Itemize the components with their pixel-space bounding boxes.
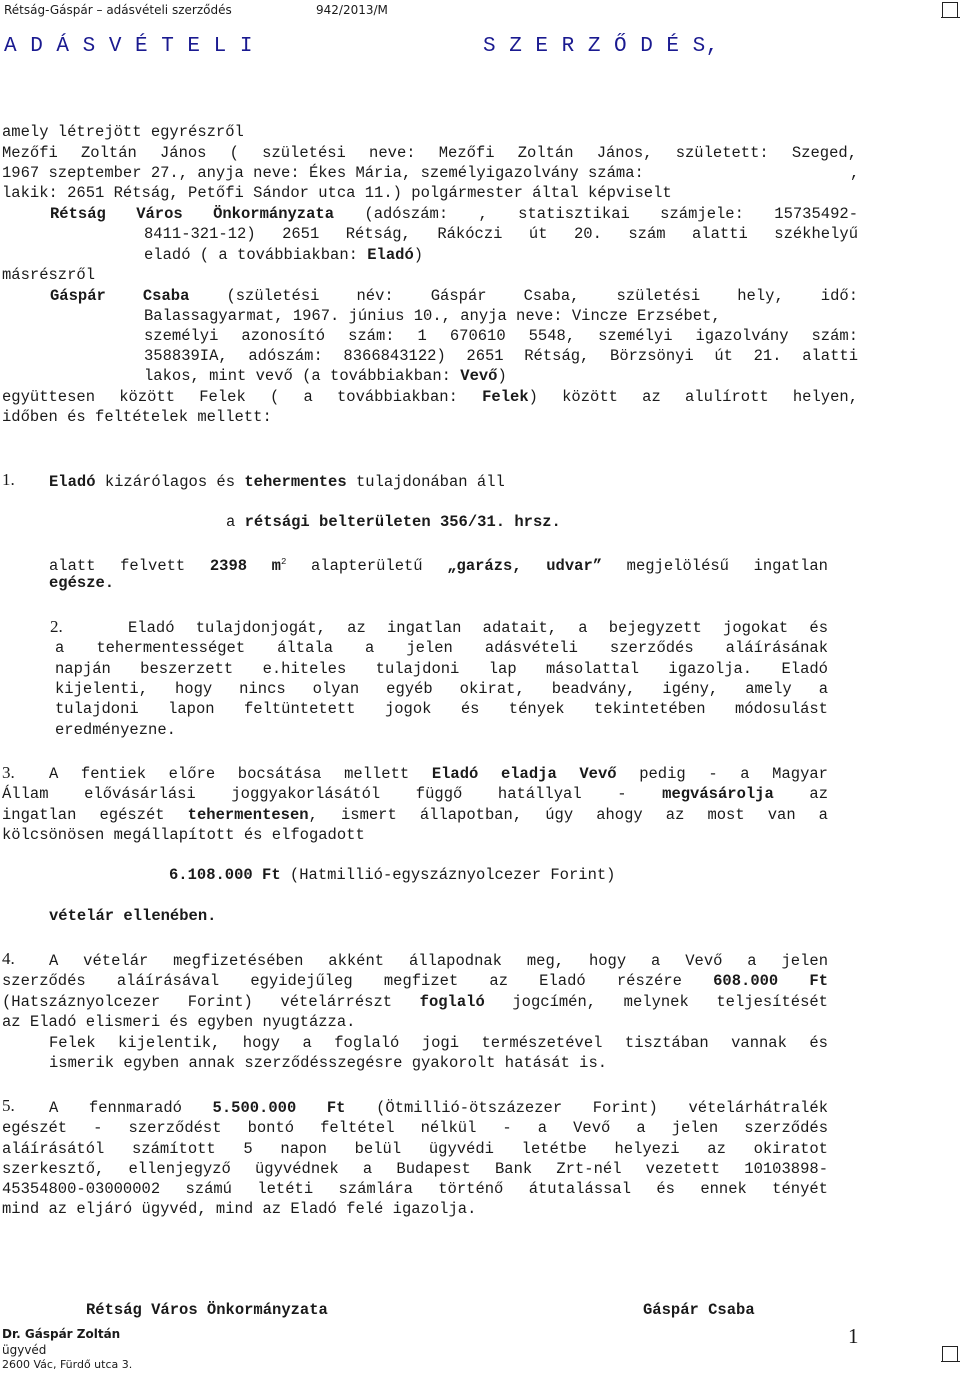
parties-line-2: Mezőfi Zoltán János ( születési neve: Mezőfi Zoltán János, született: Szeged, — [2, 144, 857, 162]
section-3-line-4: kölcsönösen megállapított és elfogadott — [2, 826, 365, 844]
section-2-line-4: kijelenti, hogy nincs olyan egyéb okirat, beadvány, igény, amely a — [55, 680, 828, 698]
section-1-number: 1. — [2, 470, 15, 489]
party-name-buyer: Gáspár Csaba — [50, 287, 190, 305]
header-left: Rétság-Gáspár – adásvételi szerződés — [4, 3, 232, 17]
title-right: S Z E R Z Ő D É S, — [483, 35, 719, 58]
section-5-line-5: 45354800-03000002 számú letéti számlára történő átutalással és ennek tényét — [2, 1180, 828, 1198]
footer-address: 2600 Vác, Fürdő utca 3. — [2, 1358, 133, 1371]
parties-line-5: Rétság Város Önkormányzata (adószám: , statisztikai számjele: 15735492- — [50, 205, 858, 223]
section-3-number: 3. — [2, 763, 15, 782]
parties-line-11: személyi azonosító szám: 1 670610 5548, személyi igazolvány szám: — [144, 327, 858, 345]
parties-line-1: amely létrejött egyrészről — [2, 123, 244, 141]
section-3-price: 6.108.000 Ft (Hatmillió-egyszáznyolcezer Forint) — [169, 866, 616, 884]
section-3-line-3: ingatlan egészét tehermentesen, ismert állapotban, úgy ahogy az most van a — [2, 806, 828, 824]
corner-box-icon — [942, 1346, 958, 1362]
party-name-seller: Rétság Város Önkormányzata — [50, 205, 335, 223]
page-number: 1 — [848, 1324, 859, 1348]
parties-line-15: időben és feltételek mellett: — [2, 408, 272, 426]
parties-line-12: 358839IA, adószám: 8366843122) 2651 Rétság, Börzsönyi út 21. alatti — [144, 347, 858, 365]
section-2-line-5: tulajdoni lapon feltüntetett jogok és tények tekintetében módosulást — [55, 700, 828, 718]
signature-buyer: Gáspár Csaba — [643, 1301, 755, 1319]
section-4-line-2: szerződés aláírásával egyidejűleg megfizet az Eladó részére 608.000 Ft — [2, 972, 829, 990]
section-2-line-2: a tehermentességet általa a jelen adásvételi szerződés aláírásának — [55, 639, 828, 657]
section-4-number: 4. — [2, 949, 15, 968]
section-1-line-1: Eladó kizárólagos és tehermentes tulajdonában áll — [49, 473, 505, 491]
parties-line-3: 1967 szeptember 27., anyja neve: Ékes Mária, személyigazolvány száma: , — [2, 164, 860, 182]
footer-lawyer-role: ügyvéd — [2, 1343, 47, 1357]
section-5-line-4: szerkesztő, ellenjegyző ügyvédnek a Budapest Bank Zrt-nél vezetett 10103898- — [2, 1160, 828, 1178]
section-4-line-6: ismerik egyben annak szerződésszegésre gyakorolt hatását is. — [49, 1054, 608, 1072]
section-4-line-4: az Eladó elismeri és egyben nyugtázza. — [2, 1013, 356, 1031]
parties-line-8: másrészről — [2, 266, 96, 284]
signature-seller: Rétság Város Önkormányzata — [86, 1301, 328, 1319]
footer-lawyer-name: Dr. Gáspár Zoltán — [2, 1327, 121, 1341]
header-doc-number: 942/2013/M — [316, 3, 388, 17]
section-2-line-3: napján beszerzett e.hiteles tulajdoni lap másolattal igazolja. Eladó — [55, 660, 828, 678]
corner-line — [941, 1361, 960, 1362]
corner-box-icon — [942, 2, 958, 18]
section-3-line-2: Állam elővásárlási joggyakorlásától függő hatállyal - megvásárolja az — [2, 785, 828, 803]
section-1-line-4: egésze. — [49, 574, 115, 592]
section-4-line-3: (Hatszáznyolcezer Forint) vételárrészt foglaló jogcímén, melynek teljesítését — [2, 993, 828, 1011]
corner-line — [941, 17, 960, 18]
section-4-line-1: A vételár megfizetésében akként állapodnak meg, hogy a Vevő a jelen — [49, 952, 828, 970]
purchase-price: 6.108.000 Ft — [169, 866, 281, 884]
parties-line-6: 8411-321-12) 2651 Rétság, Rákóczi út 20. szám alatti székhelyű — [144, 225, 858, 243]
parties-line-13: lakos, mint vevő (a továbbiakban: Vevő) — [144, 367, 507, 385]
title-left: A D Á S V É T E L I — [4, 35, 253, 58]
section-5-line-2: egészét - szerződést bontó feltétel nélkül - a Vevő a jelen szerződés — [2, 1119, 828, 1137]
parties-line-10: Balassagyarmat, 1967. június 10., anyja neve: Vincze Erzsébet, — [144, 307, 721, 325]
section-3-after: vételár ellenében. — [49, 907, 217, 925]
section-2-number: 2. — [50, 617, 63, 636]
parties-line-9: Gáspár Csaba (születési név: Gáspár Csaba, születési hely, idő: — [50, 287, 859, 305]
parties-line-14: együttesen között Felek ( a továbbiakban: Felek) között az alulírott helyen, — [2, 388, 858, 406]
section-5-line-3: aláírásától számított 5 napon belül ügyvédi letétbe helyezi az okiratot — [2, 1140, 828, 1158]
section-3-line-1: A fentiek előre bocsátása mellett Eladó eladja Vevő pedig - a Magyar — [49, 765, 828, 783]
section-5-number: 5. — [2, 1096, 15, 1115]
section-4-line-5: Felek kijelentik, hogy a foglaló jogi természetével tisztában vannak és — [49, 1034, 828, 1052]
section-2-line-6: eredményezne. — [55, 721, 176, 739]
section-5-line-1: A fennmaradó 5.500.000 Ft (Ötmillió-ötszázezer Forint) vételárhátralék — [49, 1099, 828, 1117]
section-1-location: a rétsági belterületen 356/31. hrsz. — [226, 513, 561, 531]
section-5-line-6: mind az eljáró ügyvéd, mind az Eladó felé igazolja. — [2, 1200, 477, 1218]
parties-line-7: eladó ( a továbbiakban: Eladó) — [144, 246, 424, 264]
parties-line-4: lakik: 2651 Rétság, Petőfi Sándor utca 11.) polgármester által képviselt — [2, 184, 672, 202]
section-2-line-1: Eladó tulajdonjogát, az ingatlan adatait, a bejegyzett jogokat és — [128, 619, 828, 637]
section-1-line-3: alatt felvett 2398 $m^2$ alapterületű „garázs, udvar” megjelölésű ingatlan — [49, 557, 828, 576]
